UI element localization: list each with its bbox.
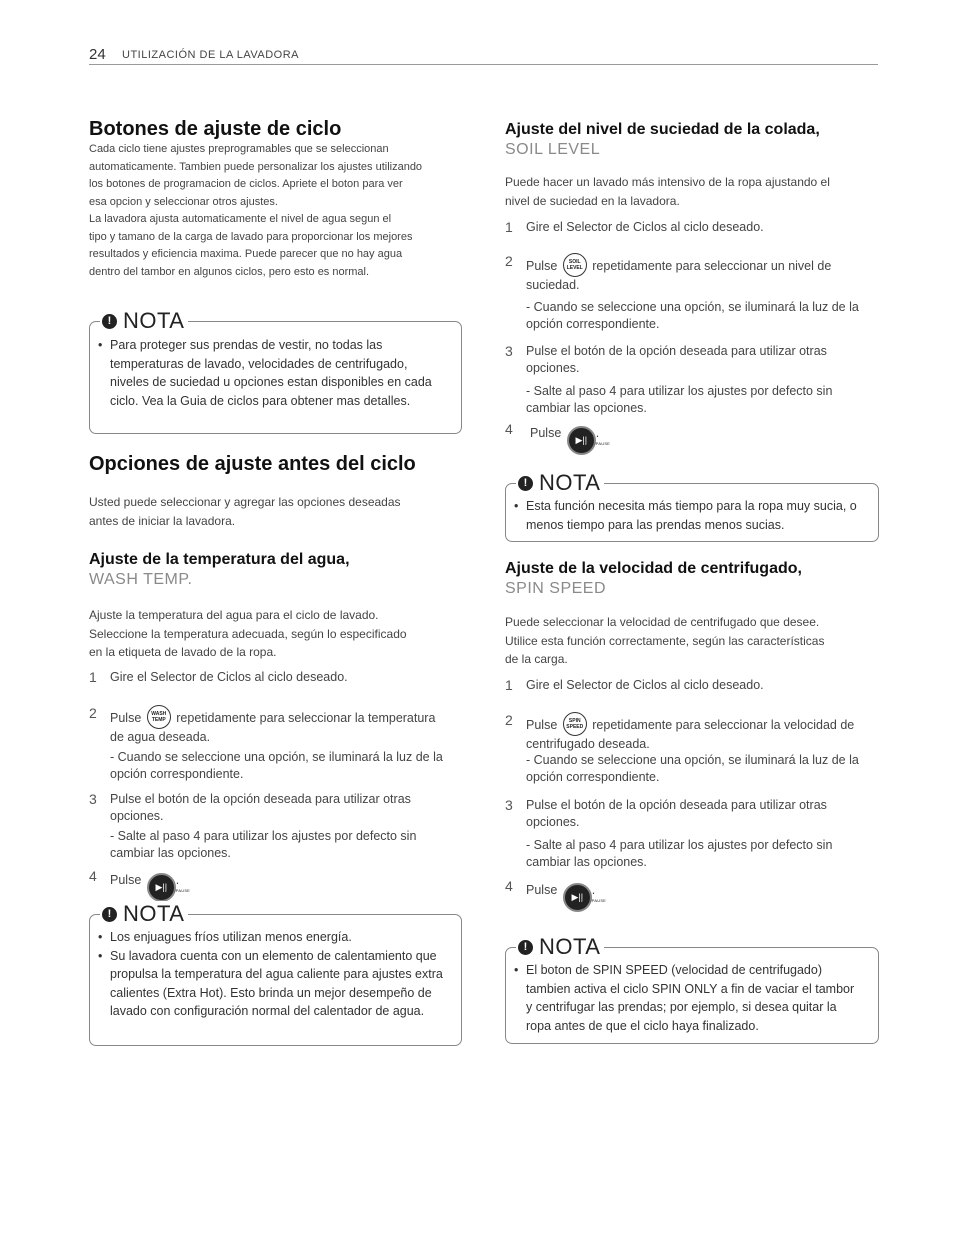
step-3 [89,791,469,827]
nota-list [90,928,450,1021]
text-line: Puede seleccionar la velocidad de centrifugado que desee. [505,615,820,629]
start-pause-caption: START/PAUSE [580,441,611,446]
nota-item: • Esta función necesita más tiempo para la ropa muy sucia, o menos tiempo para las prendas menos sucias. [506,497,864,534]
page-number: 24 [89,46,106,63]
step-text: . [595,426,600,440]
nota-label: NOTA [539,934,601,959]
nota-item: • Para proteger sus prendas de vestir, no todas las temperaturas de lavado, velocidades de centrifugado, niveles de suciedad u opciones estan disponibles en cada ciclo. Vea la Guia de ciclos para obtener mas detalles. [90,336,445,410]
text-line: los botones de programacion de ciclos. Apriete el boton para ver [89,178,403,190]
text-line: Puede hacer un lavado más intensivo de la ropa ajustando el [505,175,830,189]
step-number: 2 [89,705,97,721]
subheading-wash-temp: WASH TEMP. [89,571,193,588]
step-number: 3 [505,343,513,359]
step-text: Pulse [110,711,142,725]
start-pause-caption: START/PAUSE [160,888,191,893]
step-text: repetidamente para seleccionar la velocidad de [592,718,855,732]
text-line: Ajuste la temperatura del agua para el ciclo de lavado. [89,608,379,622]
step-text: Pulse [526,259,558,273]
nota-label: NOTA [123,901,185,926]
nota-item: • Los enjuagues fríos utilizan menos energía. [90,928,450,947]
nota-box [89,901,462,1046]
step-2 [505,253,885,292]
text-line: tipo y tamano de la carga de lavado para proporcionar los mejores [89,230,413,243]
step-number: 4 [505,421,513,437]
step-number: 1 [505,677,513,693]
text-line: La lavadora ajusta automaticamente el nivel de agua segun el [89,213,392,225]
text-line: esa opcion y seleccionar otros ajustes. [89,195,278,208]
start-pause-icon: ▶|| [563,883,592,912]
start-pause-icon: ▶|| [147,873,176,902]
text-line: en la etiqueta de lavado de la ropa. [89,645,277,659]
nota-box [505,470,879,542]
step-text: Pulse [526,718,558,732]
step-number: 2 [505,253,513,269]
step-3 [505,343,885,379]
text-line: resultados y eficiencia maxima. Puede parecer que no hay agua [89,248,403,260]
step-1 [505,219,885,239]
step-number: 4 [89,868,97,884]
subheading-soil: Ajuste del nivel de suciedad de la colada, [505,121,820,138]
step-2-note: - Cuando se seleccione una opción, se iluminará la luz de la opción correspondiente. [526,753,859,784]
step-text: Gire el Selector de Ciclos al ciclo deseado. [110,670,348,684]
nota-tag [100,901,188,927]
step-number: 3 [89,791,97,807]
subheading-water-temp: Ajuste de la temperatura del agua, [89,551,350,568]
step-text: Gire el Selector de Ciclos al ciclo deseado. [526,678,764,692]
warning-icon: ! [102,314,117,329]
step-2 [89,705,469,744]
nota-tag [516,934,604,960]
step-text: Pulse [110,873,142,887]
step-number: 1 [89,669,97,685]
nota-label: NOTA [539,470,601,495]
nota-box [505,934,879,1044]
warning-icon: ! [518,476,533,491]
step-3 [505,797,885,833]
step-number: 4 [505,878,513,894]
step-2-note: - Cuando se seleccione una opción, se iluminará la luz de la opción correspondiente. [526,300,859,331]
water-temp-text [89,606,469,662]
cycle-buttons-text [89,141,479,281]
text-line: Seleccione la temperatura adecuada, según lo especificado [89,626,407,641]
step-text: repetidamente para seleccionar un nivel de [592,259,832,273]
step-4 [505,421,885,447]
start-pause-caption: START/PAUSE [576,898,607,903]
step-text: Pulse [530,426,562,440]
icon-label: SPIN SPEED [566,718,584,730]
section-heading-options: Opciones de ajuste antes del ciclo [89,453,416,475]
nota-item: • Su lavadora cuenta con un elemento de calentamiento que propulsa la temperatura del agua caliente para ajustes extra calientes (Extra Hot). Esto brinda un mejor desempeño de lavado con configuración normal del calentador de agua. [90,947,450,1021]
step-text: Pulse el botón de la opción deseada para utilizar otras opciones. [526,798,827,829]
soil-level-button-icon [563,253,587,277]
text-line: Cada ciclo tiene ajustes preprogramables que se seleccionan [89,143,389,155]
step-4 [505,878,885,904]
step-text: repetidamente para seleccionar la temperatura [176,711,436,725]
options-text [89,493,469,530]
nota-tag [100,308,188,334]
step-text: suciedad. [526,278,580,292]
nota-list [90,336,445,410]
nota-box [89,308,462,434]
text-line: dentro del tambor en algunos ciclos, pero esto es normal. [89,265,370,278]
step-text: Pulse [526,883,558,897]
warning-icon: ! [518,940,533,955]
wash-temp-button-icon [147,705,171,729]
subheading-soil-level: SOIL LEVEL [505,141,601,158]
step-3-note: - Salte al paso 4 para utilizar los ajustes por defecto sin cambiar las opciones. [526,384,833,415]
spin-text [505,613,885,669]
nota-item: • El boton de SPIN SPEED (velocidad de centrifugado) tambien activa el ciclo SPIN ONLY a fin de vaciar el tambor y centrifugar las prendas; por ejemplo, si desea quitar la ropa antes de que el ciclo haya finalizado. [506,961,861,1035]
step-text: Pulse el botón de la opción deseada para utilizar otras opciones. [526,344,827,375]
nota-list [506,497,864,534]
subheading-spin-speed: SPIN SPEED [505,580,607,597]
nota-label: NOTA [123,308,185,333]
step-text: Pulse el botón de la opción deseada para utilizar otras opciones. [110,792,411,823]
section-heading-cycle-buttons: Botones de ajuste de ciclo [89,118,342,140]
step-number: 1 [505,219,513,235]
start-pause-icon: ▶|| [567,426,596,455]
subheading-spin: Ajuste de la velocidad de centrifugado, [505,560,802,577]
text-line: automaticamente. Tambien puede personalizar los ajustes utilizando [89,160,423,173]
text-line: de la carga. [505,652,568,666]
soil-text [505,173,885,210]
warning-icon: ! [102,907,117,922]
step-text: de agua deseada. [110,730,211,744]
section-title: UTILIZACIÓN DE LA LAVADORA [122,49,300,61]
icon-label: SOIL LEVEL [566,259,583,271]
spin-speed-button-icon [563,712,587,736]
step-text: . [591,883,596,897]
step-number: 3 [505,797,513,813]
step-3-note: - Salte al paso 4 para utilizar los ajustes por defecto sin cambiar las opciones. [526,838,833,869]
step-3-note: - Salte al paso 4 para utilizar los ajustes por defecto sin cambiar las opciones. [110,829,417,860]
step-text: centrifugado deseada. [526,737,650,751]
step-1 [89,669,469,689]
text-line: nivel de suciedad en la lavadora. [505,193,680,208]
icon-label: WASH TEMP [151,711,167,723]
step-2-note: - Cuando se seleccione una opción, se iluminará la luz de la opción correspondiente. [110,750,443,781]
step-text: Gire el Selector de Ciclos al ciclo deseado. [526,220,764,234]
nota-tag [516,470,604,496]
step-text: . [175,873,180,887]
step-1 [505,677,885,697]
step-4 [89,868,469,894]
step-2 [505,712,885,751]
page-header [89,46,878,65]
step-number: 2 [505,712,513,728]
nota-list [506,961,861,1035]
text-line: antes de iniciar la lavadora. [89,513,236,528]
text-line: Usted puede seleccionar y agregar las opciones deseadas [89,495,401,509]
text-line: Utilice esta función correctamente, según las características [505,633,825,648]
